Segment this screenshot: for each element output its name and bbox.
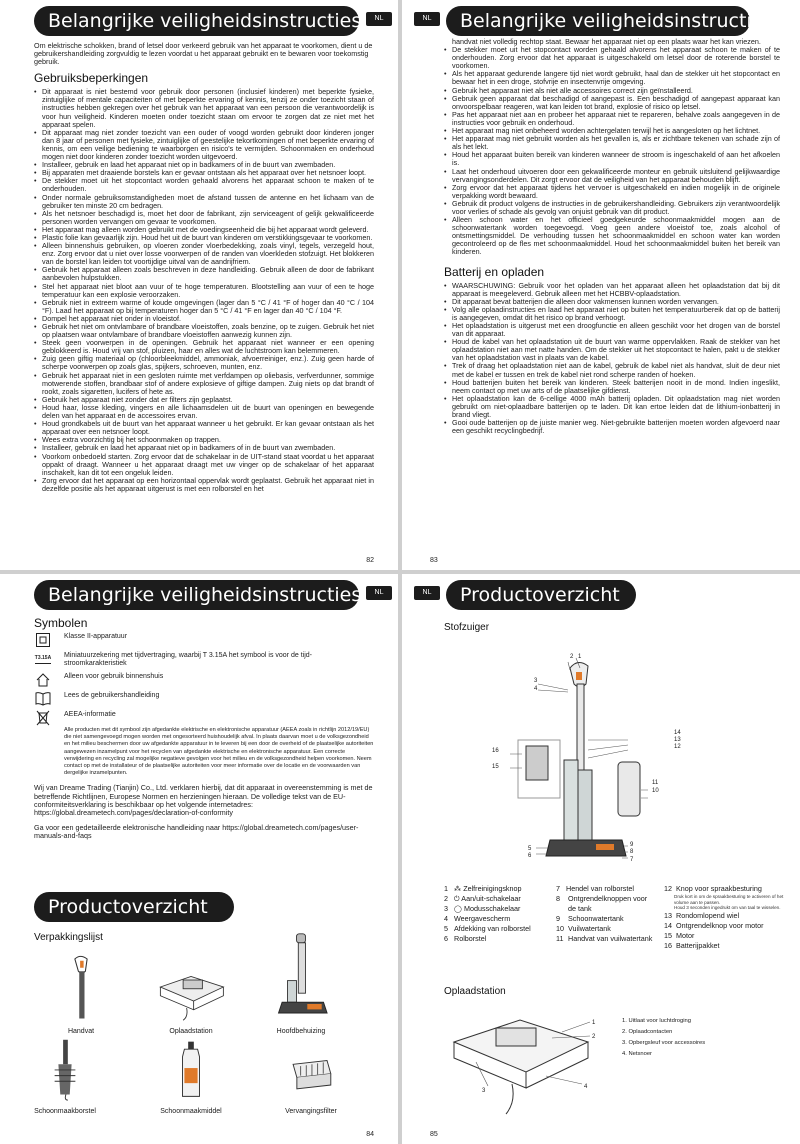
mode-icon: ◯ [454,904,465,913]
symbol-row [34,652,374,668]
body-text [34,42,374,493]
callout-12: 12 [674,744,681,750]
continuation-text: handvat niet volledig rechtop staat. Bewaar het apparaat niet op een plaats waar het kan vriezen. [452,37,761,46]
packing-list-heading: Verpakkingslijst [34,932,103,943]
callout-13: 13 [674,737,681,743]
manual-icon [34,692,52,706]
section-heading: Batterij en opladen [444,264,545,279]
bullet-item: • Houd het apparaat buiten bereik van kinderen wanneer de stroom is ingeschakeld of aan het afkoelen is. [444,151,780,167]
bullet-item: • Het oplaadstation is uitgerust met een droogfunctie en alleen geschikt voor het drogen van de borstel van dit apparaat. [444,322,780,338]
language-tab: NL [414,586,440,600]
callout-9: 9 [630,842,634,848]
pack-label: Hoofdbehuizing [276,1028,326,1035]
bullet-item: • Dit apparaat bevat batterijen die alleen door vakmensen kunnen worden vervangen. [444,298,780,306]
callout-8: 8 [630,849,634,855]
section-heading: Gebruiksbeperkingen [34,71,149,86]
bullet-item: • Als het netsnoer beschadigd is, moet het door de fabrikant, zijn serviceagent of gelijk gekwalificeerde personen worden vervangen om gevaar te voorkomen. [34,210,374,226]
bullet-item: • Laat het onderhoud uitvoeren door een gekwalificeerde monteur en gebruik uitsluitend gelijkwaardige vervangingsonderdelen. Dit zorgt ervoor dat de veiligheid van het apparaat behouden blijft. [444,168,780,184]
pack-item-handle [26,952,136,1035]
house-icon [34,673,52,687]
bullet-item: • Wees extra voorzichtig bij het schoonmaken op trappen. [34,436,374,444]
voice-note: Houd 3 seconden ingedrukt om van taal te wisselen. [674,905,781,911]
bullet-item: • Dit apparaat mag niet zonder toezicht van een ouder of voogd worden gebruikt door kinderen jonger dan 8 jaar of personen met fysieke, zintuiglijke of geestelijke tekortkomingen of met beperkte ervaring of kennis, om een veilige bediening te waarborgen en risico's te vermijden. Schoonmaken en onderhoud mogen niet door kinderen zonder toezicht worden uitgevoerd. [34,129,374,161]
callout-4: 4 [534,686,538,692]
station-part: 1. Uitlaat voor luchtdroging [622,1018,691,1024]
bullet-item: • Dit apparaat is niet bestemd voor gebruik door personen (inclusief kinderen) met beperkte fysieke, zintuiglijke of mentale capaciteiten of met beperkte ervaring of kennis, tenzij ze onder toezicht staan of instructies hebben gekregen over het gebruik van het apparaat van een persoon die verantwoordelijk is voor hun veiligheid. Kinderen moeten onder toezicht staan om ervoor te zorgen dat ze niet met het apparaat spelen. [34,88,374,128]
callout-1: 1 [578,654,582,660]
intro-paragraph: Om elektrische schokken, brand of letsel door verkeerd gebruik van het apparaat te voorkomen, dient u de gebruikershandleiding zorgvuldig te lezen voordat u het apparaat gebruikt en te bewaren voor toekomstig gebruik. [34,41,373,67]
language-tab: NL [366,586,392,600]
part-item: 10 Vuilwatertank [556,924,611,933]
pack-item-main-body [246,932,356,1035]
part-item: 15 Motor [664,930,695,940]
symbols-section [34,614,374,840]
bullet-item: • Installeer, gebruik en laad het apparaat niet op in badkamers of in de buurt van zwembaden. [34,161,374,169]
symbol-row [34,633,374,647]
station-callout-1: 1 [592,1020,596,1026]
bullet-item: • Het apparaat mag alleen worden gebruikt met de voedingseenheid die bij het apparaat wordt geleverd. [34,226,374,234]
bullet-item: • Zorg ervoor dat het apparaat tijdens het vervoer is uitgeschakeld en indien mogelijk in de originele verpakking wordt bewaard. [444,184,780,200]
part-item: 6 Rolborstel [444,934,487,943]
callout-7: 7 [630,857,634,863]
station-heading: Oplaadstation [444,986,506,997]
handle-icon [36,952,126,1022]
filter-icon [266,1036,356,1102]
bullet-item: • Houd grondkabels uit de buurt van het apparaat wanneer u het gebruikt. Er kan gevaar ontstaan als het apparaat over een netsnoer loopt. [34,420,374,436]
part-item: 11 Handvat van vuilwatertank [556,934,653,943]
bullet-item: • Gebruik niet in extreem warme of koude omgevingen (lager dan 5 °C / 41 °F of hoger dan 40 °C / 104 °F). Laad het apparaat op bij temperaturen hoger dan 5 °C / 41 °F en lager dan 40 °C / 104 °F. [34,299,374,315]
part-item: 8 Ontgrendelknoppen voor de tank [556,894,648,913]
part-item: 7 Hendel van rolborstel [556,884,634,893]
bullet-item: • Gebruik het niet om ontvlambare of brandbare vloeistoffen, zoals benzine, op te zuigen. Gebruik het niet op plaatsen waar ontvlambare of brandbare vloeistoffen aanwezig kunnen zijn. [34,323,374,339]
section-title-pill: Productoverzicht [34,892,234,922]
power-icon: ⏻ [454,894,462,903]
callout-10: 10 [652,788,659,794]
bullet-item: • Houd de kabel van het oplaadstation uit de buurt van warme oppervlakken. Raak de stekker van het oplaadstation niet aan met natte handen. Om de stekker uit het stopcontact te halen, pakt u de stekker van het oplaadstation vast in plaats van de kabel. [444,338,780,362]
parts-column-3 [664,884,790,951]
parts-column-2 [556,884,662,944]
callout-14: 14 [674,730,681,736]
page-title: Belangrijke veiligheidsinstructies [34,6,359,36]
bullet-item: • De stekker moet uit het stopcontact worden gehaald alvorens het apparaat schoon te maken of te onderhouden. Zorg ervoor dat het apparaat is uitgeschakeld om letsel door de roterende borstel te voorkomen. [444,46,780,70]
double-square-icon [34,633,52,647]
symbol-text: Klasse II-apparatuur [64,633,128,640]
part-item: 13 Rondomlopend wiel [664,910,740,920]
manual-page-85 [402,574,800,1144]
symbol-text: Miniatuurzekering met tijdvertraging, waarbij T 3.15A het symbool is voor de tijd-stroomkarakteristiek [64,652,312,667]
bullet-item: • Gebruik het apparaat niet zonder dat er filters zijn geplaatst. [34,396,374,404]
bullet-item: • Plastic folie kan gevaarlijk zijn. Houd het uit de buurt van kinderen om verstikkingsgevaar te voorkomen. [34,234,374,242]
page-number: 85 [430,1131,438,1138]
pack-label: Schoonmaakmiddel [160,1108,222,1115]
bullet-item: • Gebruik het apparaat niet in een gesloten ruimte met verfdampen op oliebasis, verfverdunner, sommige motwerende stoffen, brandbaar stof of andere explosieve of giftige dampen. Zuig niets op dat brandt of rookt, zoals sigaretten, lucifers of hete as. [34,372,374,396]
page-title: Belangrijke veiligheidsinstructies [34,580,359,610]
bullet-item: • Als het apparaat gedurende langere tijd niet wordt gebruikt, haal dan de stekker uit het stopcontact en bewaar het in een droge, stofvrije en insectenvrije omgeving. [444,70,780,86]
station-callout-2: 2 [592,1034,596,1040]
part-item: 3 ◯ Modusschakelaar [444,904,521,913]
bullet-item: • Houd batterijen buiten het bereik van kinderen. Steek batterijen nooit in de mond. Indien ingeslikt, neem contact op met uw arts of de plaatselijke gifdienst. [444,379,780,395]
symbol-text: Lees de gebruikershandleiding [64,692,160,699]
manual-page-84 [0,574,398,1144]
bullet-item: • Het oplaadstation kan de 6-cellige 4000 mAh batterij opladen. Dit oplaadstation mag niet worden gebruikt om niet-oplaadbare batterijen op te laden. Dit kan ertoe leiden dat de lithium-ionbatterij in brand vliegt. [444,395,780,419]
bullet-item: • Alleen schoon water en het officieel goedgekeurde schoonmaakmiddel mogen aan de schoonwatertank worden toegevoegd. Voeg geen andere vloeistof toe, zoals alcohol of ontsmettingsmiddel. De verhouding tussen het schoonmaakmiddel en schoon water kan worden gecontroleerd op de fles met schoonmaakmiddel. Houd het schoonmaakmiddel buiten het bereik van kinderen. [444,216,780,256]
declaration-text: Wij van Dreame Trading (Tianjin) Co., Ltd. verklaren hierbij, dat dit apparaat in overeenstemming is met de betreffende Richtlijnen, Europese Normen en herzieningen hieraan. De volledige tekst van de EU-conformiteitsverklaring is beschikbaar op het volgende internetadres: https://global.dreametech.com/pages/declaration-of-conformity [34,783,373,817]
bullet-item: • Bij apparaten met draaiende borstels kan er gevaar ontstaan als het apparaat over het netsnoer loopt. [34,169,374,177]
bullet-item: • Trek of draag het oplaadstation niet aan de kabel, gebruik de kabel niet als handvat, sluit de deur niet met de kabel er tussen en trek de kabel niet rond scherpe randen of hoeken. [444,362,780,378]
bullet-item: • WAARSCHUWING: Gebruik voor het opladen van het apparaat alleen het oplaadstation dat bij dit apparaat is meegeleverd. Gebruik alleen met het HCBBV-oplaadstation. [444,282,780,298]
bullet-item: • Gebruik het apparaat alleen zoals beschreven in deze handleiding. Gebruik alleen de door de fabrikant aanbevolen hulpstukken. [34,266,374,282]
section-heading: Stofzuiger [444,622,490,633]
bullet-item: • Steek geen voorwerpen in de openingen. Gebruik het apparaat niet wanneer er een opening geblokkeerd is. Houd vrij van stof, pluizen, haar en alles wat de luchtstroom kan belemmeren. [34,339,374,355]
charging-station-icon [146,952,236,1022]
station-part: 2. Oplaadcontacten [622,1029,673,1035]
manual-link-text: Ga voor een gedetailleerde elektronische handleiding naar https://global.dreametech.com/pages/user-manuals-and-faqs [34,822,359,840]
pack-item-station [136,952,246,1035]
bullet-item: • De stekker moet uit het stopcontact worden gehaald alvorens het apparaat schoon te maken of te onderhouden. [34,177,374,193]
self-clean-icon: ⁂ [454,884,464,893]
cleaning-brush-icon [20,1036,110,1102]
callout-15: 15 [492,764,499,770]
pack-label: Vervangingsfilter [285,1108,337,1115]
station-parts-list [622,1016,705,1060]
callout-16: 16 [492,748,499,754]
body-text [444,38,780,435]
part-item: 16 Batterijpakket [664,940,720,950]
bullet-item: • Gebruik dit product volgens de instructies in de gebruikershandleiding. Gebruikers zijn verantwoordelijk voor verlies of schade als gevolg van onjuist gebruik van dit product. [444,200,780,216]
bullet-list [444,46,780,256]
pack-item-filter [256,1036,366,1115]
bullet-item: • Het apparaat mag niet gebruikt worden als het gevallen is, als er zichtbare tekenen van schade zijn of als het lekt. [444,135,780,151]
bullet-item: • Installeer, gebruik en laad het apparaat niet op in badkamers of in de buurt van zwembaden. [34,444,374,452]
page-title: Productoverzicht [446,580,636,610]
bullet-item: • Zuig geen giftig materiaal op (chloorbleekmiddel, ammoniak, afvoerreiniger, enz.). Zuig geen harde of scherpe voorwerpen op zoals glas, spijkers, schroeven, munten, enz. [34,355,374,371]
voice-note: Druk kort in om de spraakbesturing te activeren of het volume aan te passen. [674,894,784,905]
pack-item-detergent [136,1036,246,1115]
charging-station-diagram [442,1002,602,1122]
callout-2: 2 [570,654,574,660]
part-item: 4 Weergavescherm [444,914,511,923]
detergent-bottle-icon [146,1036,236,1102]
language-tab: NL [366,12,392,26]
callout-5: 5 [528,846,532,852]
bullet-item: • Voorkom onbedoeld starten. Zorg ervoor dat de schakelaar in de UIT-stand staat voordat u het apparaat oppakt of draagt. Wanneer u het apparaat draagt met uw vinger op de schakelaar of het apparaat inschakelt, kan dit tot een ongeluk leiden. [34,453,374,477]
page-number: 84 [366,1131,374,1138]
section-heading: Symbolen [34,616,88,630]
symbol-row [34,692,374,706]
bullet-item: • Alleen binnenshuis gebruiken, op vloeren zonder vloerbedekking, zoals vinyl, tegels, verzegeld hout, enz. Zorg ervoor dat u niet over losse voorwerpen of de randen van vloerkleden stofzuigt. Het blokkeren van de borstel kan leiden tot voortijdige uitval van de aandrijfriem. [34,242,374,266]
bullet-item: • Gebruik geen apparaat dat beschadigd of aangepast is. Een beschadigd of aangepast apparaat kan onvoorspelbaar reageren, wat kan leiden tot brand, explosie of risico op letsel. [444,95,780,111]
bullet-item: • Dompel het apparaat niet onder in vloeistof. [34,315,374,323]
bullet-item: • Stel het apparaat niet bloot aan vuur of te hoge temperaturen. Blootstelling aan vuur of een te hoge temperatuur kan een explosie veroorzaken. [34,283,374,299]
main-body-icon [256,932,346,1022]
bullet-item: • Gooi oude batterijen op de juiste manier weg. Niet-gebruikte batterijen moeten worden afgevoerd naar een geschikt recyclingbedrijf. [444,419,780,435]
part-item: 2 ⏻ Aan/uit-schakelaar [444,894,521,903]
battery-bullet-list [444,282,780,436]
part-item: 14 Ontgrendelknop voor motor [664,920,764,930]
part-item: 12 Knop voor spraakbesturing [664,884,762,893]
callout-6: 6 [528,853,532,859]
station-part: 3. Opbergsleuf voor accessoires [622,1040,706,1046]
language-tab: NL [414,12,440,26]
bullet-item: • Pas het apparaat niet aan en probeer het apparaat niet te repareren, behalve zoals aangegeven in de instructies voor gebruik en onderhoud. [444,111,780,127]
part-item: 9 Schoonwatertank [556,914,624,923]
station-part: 4. Netsnoer [622,1051,652,1057]
weee-text: Alle producten met dit symbool zijn afgedankte elektrische en elektronische apparatuur (AEEA zoals in richtlijn 2012/19/EU) die niet samengevoegd mogen worden met ongesorteerd huishoudelijk afval. In plaats daarvan moet u de volksgezondheid en het milieu beschermen door uw afgedankte apparatuur in te leveren bij een door de overheid of de plaatselijke autoriteiten aangewezen inzamelpunt voor het recyclen van afgedankte elektrische en elektronische apparatuur. Een correcte verwijdering en recycling zal mogelijke negatieve gevolgen voor het milieu en de volksgezondheid helpen voorkomen. Neem contact op met de installateur of de plaatselijke autoriteiten voor meer informatie over de locatie en de voorwaarden van dergelijke inzamelpunten. [64,727,374,777]
callout-3: 3 [534,678,538,684]
pack-item-cleaning-brush [10,1036,120,1115]
station-callout-3: 3 [482,1088,486,1094]
fuse-icon: T3.15A [34,652,52,666]
manual-page-82 [0,0,398,570]
page-number: 82 [366,557,374,564]
station-callout-4: 4 [584,1084,588,1090]
pack-label: Oplaadstation [169,1028,213,1035]
bullet-item: • Onder normale gebruiksomstandigheden moet de afstand tussen de antenne en het lichaam van de gebruiker ten minste 20 cm bedragen. [34,194,374,210]
bullet-item: • Gebruik het apparaat niet als niet alle accessoires correct zijn geïnstalleerd. [444,87,780,95]
bullet-item: • Houd haar, losse kleding, vingers en alle lichaamsdelen uit de buurt van openingen en bewegende delen van het apparaat en de accessoires ervan. [34,404,374,420]
manual-page-83 [402,0,800,570]
page-number: 83 [430,557,438,564]
pack-label: Schoonmaakborstel [34,1108,96,1115]
pack-label: Handvat [67,1028,95,1035]
part-item: 5 Afdekking van rolborstel [444,924,531,933]
bullet-item: • Zorg ervoor dat het apparaat op een horizontaal oppervlak wordt geplaatst. Gebruik het apparaat niet in dezelfde positie als het apparaat uitgerust is met een rolborstel en het [34,477,374,493]
symbol-row [34,711,374,725]
parts-column-1 [444,884,554,944]
symbol-text: AEEA-informatie [64,711,116,718]
crossed-bin-icon [34,711,52,725]
part-item: 1 ⁂ Zelfreinigingsknop [444,884,522,893]
bullet-item: • Het apparaat mag niet onbeheerd worden achtergelaten terwijl het is aangesloten op het lichtnet. [444,127,780,135]
bullet-list [34,88,374,493]
symbol-text: Alleen voor gebruik binnenshuis [64,673,164,680]
bullet-item: • Volg alle oplaadinstructies en laad het apparaat niet op buiten het temperatuurbereik dat op de batterij is aangegeven, omdat dit het risico op brand verhoogt. [444,306,780,322]
page-title: Belangrijke veiligheidsinstructies [446,6,750,36]
symbol-row [34,673,374,687]
callout-11: 11 [652,780,659,786]
